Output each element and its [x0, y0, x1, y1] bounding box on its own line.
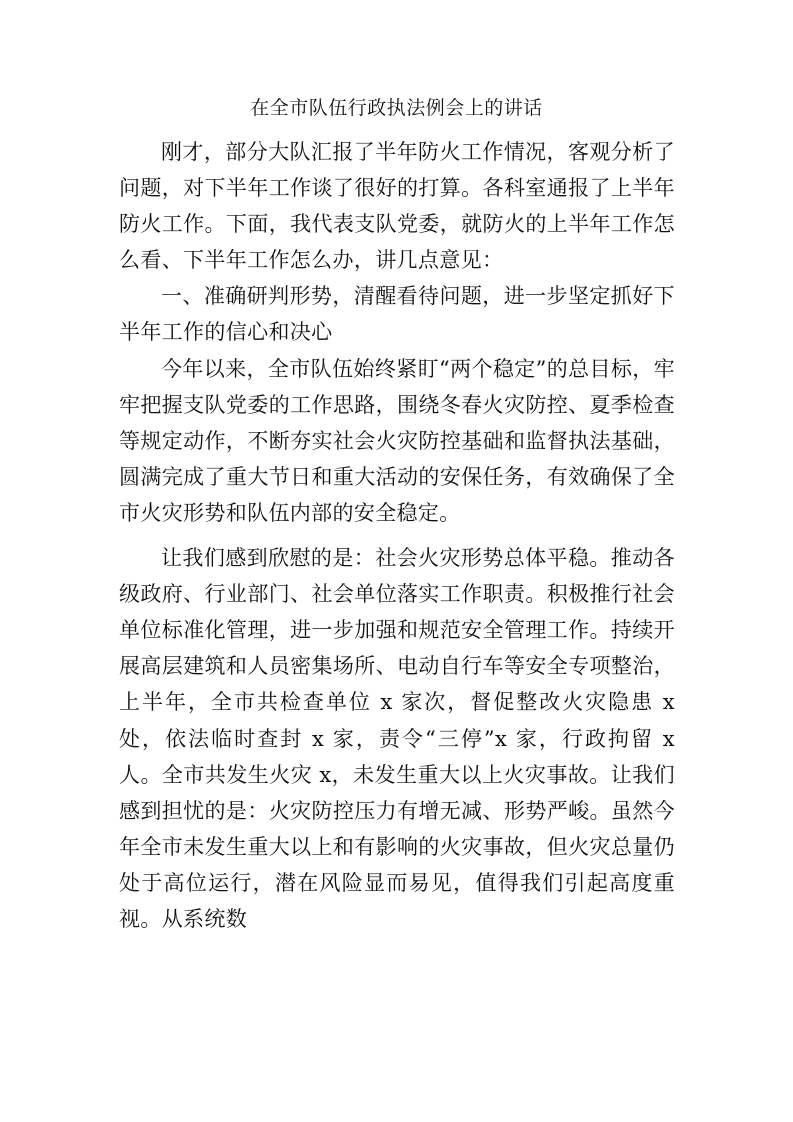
paragraph-situation: 让我们感到欣慰的是：社会火灾形势总体平稳。推动各级政府、行业部门、社会单位落实工作职责。积极推行社会单位标准化管理，进一步加强和规范安全管理工作。持续开展高层建筑和人员密集场所、电动自行车等安全专项整治，上半年，全市共检查单位 x 家次，督促整改火灾隐患 x 处，依法临时查封 x 家，责令“三停”x 家，行政拘留 x 人。全市共发生火灾 x，未发生重大以上火灾事故。让我们感到担忧的是：火灾防控压力有增无减、形势严峻。虽然今年全市未发生重大以上和有影响的火灾事故，但火灾总量仍处于高位运行，潜在风险显而易见，值得我们引起高度重视。从系统数: [119, 546, 675, 931]
paragraph-section-heading-1: 一、准确研判形势，清醒看待问题，进一步坚定抓好下半年工作的信心和决心: [119, 284, 675, 345]
document-title: 在全市队伍行政执法例会上的讲话: [250, 97, 543, 119]
paragraph-overview: 今年以来，全市队伍始终紧盯“两个稳定”的总目标，牢牢把握支队党委的工作思路，围绕冬春火灾防控、夏季检查等规定动作，不断夯实社会火灾防控基础和监督执法基础，圆满完成了重大节日和重大活动的安保任务，有效确保了全市火灾形势和队伍内部的安全稳定。: [119, 356, 675, 525]
document-body: [119, 134, 675, 937]
paragraph-opening: 刚才，部分大队汇报了半年防火工作情况，客观分析了问题，对下半年工作谈了很好的打算。各科室通报了上半年防火工作。下面，我代表支队党委，就防火的上半年工作怎么看、下半年工作怎么办，讲几点意见：: [119, 140, 675, 273]
